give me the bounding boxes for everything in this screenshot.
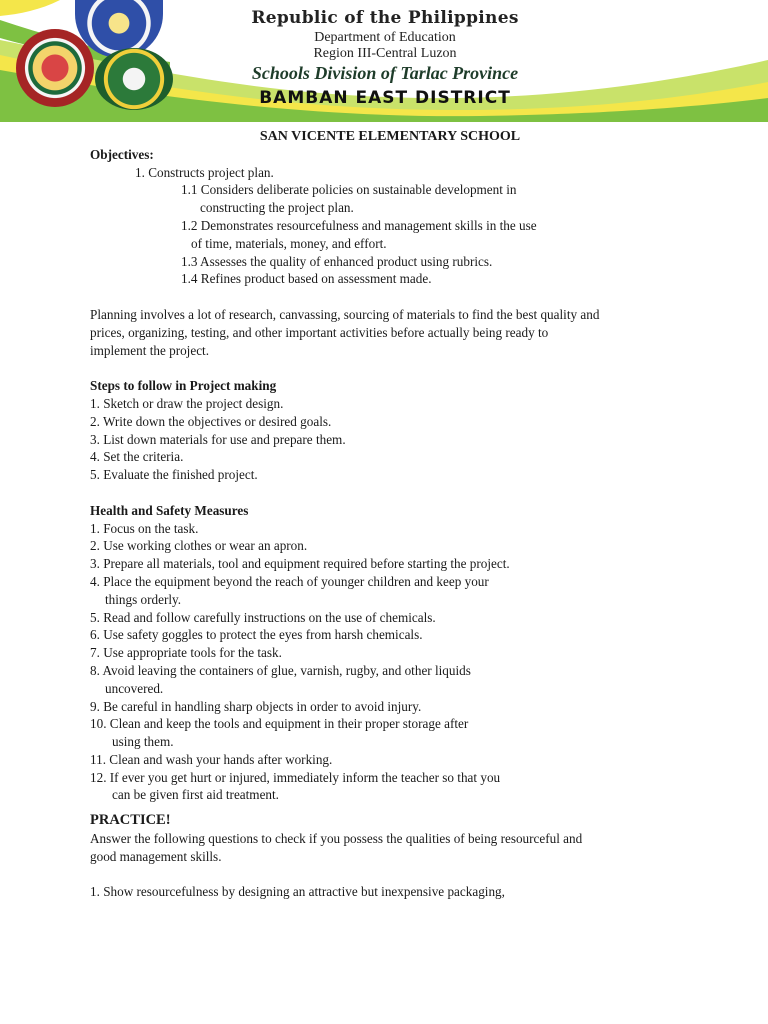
republic-title: Republic of the Philippines xyxy=(251,8,519,28)
planning-line: Planning involves a lot of research, canvassing, sourcing of materials to find the best quality and xyxy=(90,306,600,322)
safety-item: 5. Read and follow carefully instructions on the use of chemicals. xyxy=(90,609,436,625)
step-item: 4. Set the criteria. xyxy=(90,449,184,465)
safety-item: 8. Avoid leaving the containers of glue, varnish, rugby, and other liquids xyxy=(90,662,471,678)
step-item: 3. List down materials for use and prepare them. xyxy=(90,431,346,447)
objective-item: 1.1 Considers deliberate policies on sustainable development in xyxy=(181,182,517,198)
school-name: SAN VICENTE ELEMENTARY SCHOOL xyxy=(259,129,521,144)
safety-item: 3. Prepare all materials, tool and equipment required before starting the project. xyxy=(90,556,510,572)
objective-item: 1.4 Refines product based on assessment made. xyxy=(181,271,432,287)
practice-instruction: good management skills. xyxy=(90,848,222,864)
safety-item: 11. Clean and wash your hands after working. xyxy=(90,751,333,767)
department-title: Department of Education xyxy=(314,30,456,45)
objective-item-cont: of time, materials, money, and effort. xyxy=(191,235,387,251)
planning-line: implement the project. xyxy=(90,342,210,358)
safety-item-cont: things orderly. xyxy=(105,591,182,607)
region-title: Region III-Central Luzon xyxy=(313,46,457,61)
step-item: 5. Evaluate the finished project. xyxy=(90,467,258,483)
safety-item-cont: can be given first aid treatment. xyxy=(112,787,279,803)
safety-item: 2. Use working clothes or wear an apron. xyxy=(90,538,308,554)
objective-main: 1. Constructs project plan. xyxy=(135,164,274,180)
district-seal-icon xyxy=(95,48,173,110)
safety-item: 12. If ever you get hurt or injured, immediately inform the teacher so that you xyxy=(90,769,501,785)
steps-heading: Steps to follow in Project making xyxy=(90,378,277,394)
objective-item: 1.2 Demonstrates resourcefulness and management skills in the use xyxy=(181,217,537,233)
safety-item: 1. Focus on the task. xyxy=(90,520,199,536)
practice-instruction: Answer the following questions to check if you possess the qualities of being resourceful and xyxy=(90,831,583,847)
safety-item: 6. Use safety goggles to protect the eyes from harsh chemicals. xyxy=(90,627,423,643)
safety-item: 4. Place the equipment beyond the reach of younger children and keep your xyxy=(90,573,489,589)
header-banner xyxy=(0,0,768,122)
division-title: Schools Division of Tarlac Province xyxy=(251,63,519,83)
practice-heading: PRACTICE! xyxy=(90,812,171,829)
safety-item: 7. Use appropriate tools for the task. xyxy=(90,645,282,661)
safety-section xyxy=(90,502,690,805)
objective-item: 1.3 Assesses the quality of enhanced product using rubrics. xyxy=(181,253,493,269)
safety-item-cont: using them. xyxy=(112,734,174,750)
safety-item-cont: uncovered. xyxy=(105,680,164,696)
practice-question: 1. Show resourcefulness by designing an attractive but inexpensive packaging, xyxy=(90,884,505,900)
planning-paragraph xyxy=(90,306,690,359)
safety-item: 9. Be careful in handling sharp objects in order to avoid injury. xyxy=(90,698,422,714)
safety-heading: Health and Safety Measures xyxy=(90,502,249,518)
practice-section xyxy=(90,812,690,901)
objectives-section xyxy=(90,146,690,288)
document-body xyxy=(90,128,690,901)
district-title: BAMBAN EAST DISTRICT xyxy=(259,88,511,108)
objective-item-cont: constructing the project plan. xyxy=(200,200,354,216)
planning-line: prices, organizing, testing, and other important activities before actually being ready to xyxy=(90,324,549,340)
step-item: 1. Sketch or draw the project design. xyxy=(90,395,284,411)
steps-section xyxy=(90,377,690,484)
safety-item: 10. Clean and keep the tools and equipment in their proper storage after xyxy=(90,716,469,732)
division-seal-icon xyxy=(16,29,94,107)
step-item: 2. Write down the objectives or desired goals. xyxy=(90,413,332,429)
objectives-heading: Objectives: xyxy=(90,146,154,162)
